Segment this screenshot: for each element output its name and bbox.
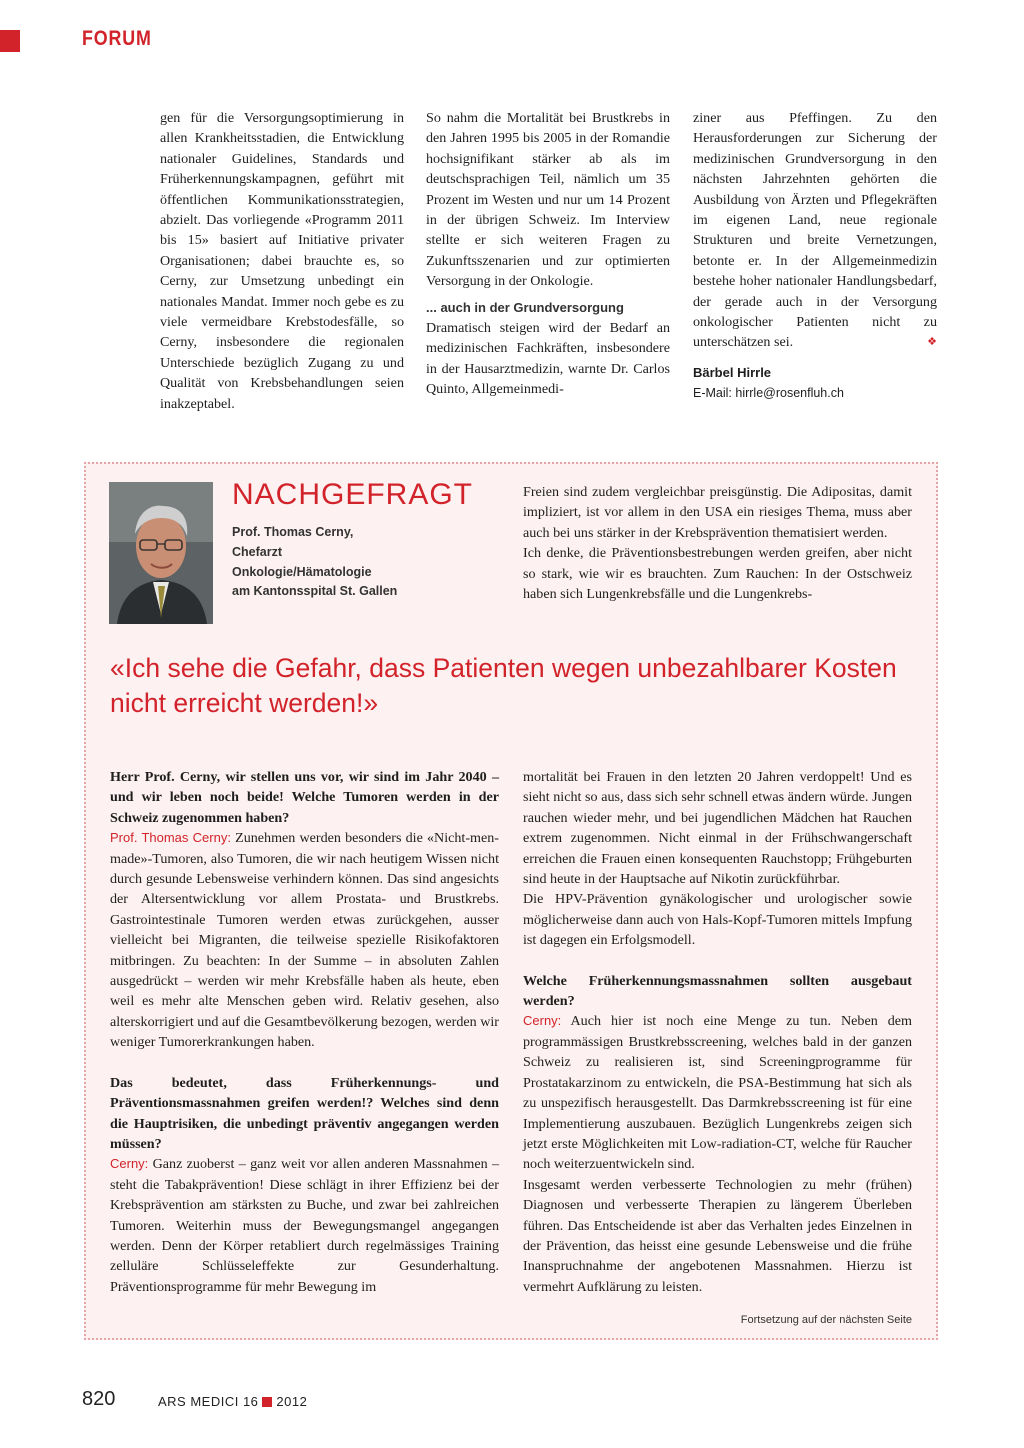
author-name: Bärbel Hirrle [693, 364, 772, 380]
interviewee-line: Prof. Thomas Cerny, [232, 525, 354, 539]
end-mark-icon: ❖ [927, 336, 937, 349]
interview-answer [110, 828, 499, 1052]
article-column-3 [693, 108, 937, 404]
article-column-2 [426, 108, 670, 400]
footer-square-icon [262, 1397, 272, 1407]
page-number: 820 [82, 1388, 116, 1410]
speaker-label: Cerny: [110, 1156, 149, 1172]
magazine-footer [158, 1394, 307, 1409]
article-paragraph-text: ziner aus Pfeffingen. Zu den Herausforderungen zur Sicherung der medizinischen Grundversorgung in den nächsten Jahrzehnten gehörten die Ausbildung von Ärzten und Pflegekräften im eigenen Land, neue regionale Strukturen und breite Vernetzungen, betonte er. In der Allgemeinmedizin bestehe hoher nationaler Handlungsbedarf, der gerade auch in der Versorgung onkologischer Patienten nicht zu unterschätzen sei. [693, 110, 937, 351]
article-subheading: ... auch in der Grundversorgung [426, 299, 624, 315]
portrait-image [109, 482, 213, 624]
answer-text: Auch hier ist noch eine Menge zu tun. Neben dem programmässigen Brustkrebsscreening, welches bald in der ganzen Schweiz zu realisieren ist, sind Screeningprogramme für Prostatakarzinom zu entwickeln, die PSA-Bestimmung hat sich als zu unspezifisch herausgestellt. Das Darmkrebsscreening ist für eine Implementierung auszubauen. Bezüglich Lungenkrebs zeigen sich jetzt erste Möglichkeiten mit Low-radiation-CT, welche für Raucher noch weiterzuentwickeln sind. [523, 1013, 912, 1173]
interview-question: Welche Früherkennungsmassnahmen sollten ausgebaut werden? [523, 972, 912, 1010]
box-title: NACHGEFRAGT [232, 478, 474, 511]
interview-answer: Insgesamt werden verbesserte Technologien zu mehr (frühen) Diagnosen und verbesserte Therapien zu längerem Überleben führen. Das Entscheidende ist aber das Verhalten jedes Einzelnen in der Prävention, das heisst eine gesunde Lebensweise und die frühe Inanspruchnahme der angebotenen Massnahmen. Hierzu ist vermehrt Aufklärung zu leisten. [523, 1176, 912, 1295]
section-label: FORUM [82, 27, 152, 50]
interview-answer: Die HPV-Prävention gynäkologischer und urologischer sowie möglicherweise dann auch von Hals-Kopf-Tumoren mittels Impfung ist dagegen ein Erfolgsmodell. [523, 891, 912, 949]
article-column-1 [160, 108, 404, 414]
interview-column-left [110, 767, 499, 1297]
interviewee-line: am Kantonsspital St. Gallen [232, 584, 398, 599]
answer-text: Zunehmen werden besonders die «Nicht-men-made»-Tumoren, also Tumoren, die wir nach heutigem Wissen nicht durch gesunde Lebensweise verhindern können. Das sind angesichts der Altersentwicklung vor allem Prostata- und Brustkrebs. Gastrointestinale Tumoren werden etwas zurückgehen, ausser vielleicht bei Migranten, die teilweise spezielle Risikofaktoren mitbringen. Zu beachten: In der Summe – in absoluten Zahlen ausgedrückt – werden wir mehr Krebsfälle haben als heute, eben weil es mehr alte Menschen geben wird. Relativ gesehen, also alterskorrigiert und auf die Gesamtbevölkerung bezogen, werden wir weniger Tumorerkrankungen haben. [110, 830, 500, 1051]
answer-text: Ganz zuoberst – ganz weit vor allen anderen Massnahmen – steht die Tabakprävention! Diese schlägt in ihrer Effizienz bei der Krebsprävention am stärksten zu Buche, und zwar bei zahlreichen Tumoren. Weiterhin muss der Bewegungsmangel angegangen werden. Denn der Körper retabliert durch regelmässiges Training zelluläre Schlüsseleffekte zur Gesunderhaltung. Präventionsprogramme für mehr Bewegung im [110, 1156, 499, 1295]
pull-quote: «Ich sehe die Gefahr, dass Patienten wegen unbezahlbarer Kosten nicht erreicht werden!» [110, 653, 897, 718]
box-intro-paragraph: Ich denke, die Präventionsbestrebungen werden greifen, aber nicht so stark, wie wir es brauchten. Zum Rauchen: In der Ostschweiz haben sich Lungenkrebsfälle und die Lungenkrebs- [523, 545, 912, 603]
box-intro-column [523, 482, 912, 604]
article-paragraph [693, 108, 937, 353]
continued-note: Fortsetzung auf der nächsten Seite [740, 1314, 912, 1326]
section-marker [0, 30, 20, 52]
interviewee-line: Onkologie/Hämatologie [232, 564, 372, 579]
box-intro-paragraph: Freien sind zudem vergleichbar preisgünstig. Die Adipositas, damit impliziert, ist vor allem in den USA ein riesiges Thema, muss aber auch bei uns stärker in der Krebsprävention thematisiert werden. [523, 484, 912, 541]
interview-question: Das bedeutet, dass Früherkennungs- und Präventionsmassnahmen greifen werden!? Welches sind denn die Hauptrisiken, die unbedingt präventiv angegangen werden müssen? [110, 1074, 499, 1152]
magazine-year: 2012 [276, 1394, 308, 1409]
article-paragraph: Dramatisch steigen wird der Bedarf an medizinischen Fachkräften, insbesondere in der Hausarztmedizin, warnte Dr. Carlos Quinto, Allgemeinmedi- [426, 320, 670, 398]
speaker-label: Cerny: [523, 1013, 562, 1029]
interview-answer: mortalität bei Frauen in den letzten 20 Jahren verdoppelt! Und es sieht nicht so aus, dass sich sehr schnell etwas ändern würde. Jungen rauchen wieder mehr, und bei jugendlichen Mädchen hat Rauchen extrem zugenommen. Nicht einmal in der Frühschwangerschaft erreichen die Frauen einen konsequenten Rauchstopp; Frühgeburten sind heute in der Hauptsache auf Nikotin zurückführbar. [523, 769, 912, 888]
magazine-name: ARS MEDICI 16 [158, 1394, 259, 1409]
article-paragraph: So nahm die Mortalität bei Brustkrebs in den Jahren 1995 bis 2005 in der Romandie hochsignifikant stärker ab als im deutschsprachigen Teil, nämlich um 35 Prozent im Westen und nur um 14 Prozent in der übrigen Schweiz. Im Interview stellte er sich weiteren Fragen zu Zukunftsszenarien und zur optimierten Versorgung in der Onkologie. [426, 110, 670, 290]
speaker-label: Prof. Thomas Cerny: [110, 830, 231, 846]
interview-answer [110, 1154, 499, 1297]
interview-column-right [523, 767, 912, 1297]
article-paragraph: gen für die Versorgungsoptimierung in allen Krankheitsstadien, die Entwicklung nationaler Guidelines, Standards und Früherkennungskampagnen, geführt mit öffentlichen Kommunikationsstrategien, abzielt. Das vorliegende «Programm 2011 bis 15» basiert auf Initiative privater Organisationen; dabei brauchte es, so Cerny, zur Umsetzung unbedingt ein nationales Mandat. Immer noch gebe es zu viele vermeidbare Krebstodesfälle, so Cerny, insbesondere die regionalen Unterschiede bezüglich Zugang zu und Qualität von Krebsbehandlungen seien inakzeptabel. [160, 110, 404, 412]
interviewee-line: Chefarzt [232, 544, 283, 559]
portrait-photo [109, 482, 213, 624]
interviewee-info [232, 523, 397, 602]
author-email: E-Mail: hirrle@rosenfluh.ch [693, 386, 844, 401]
interview-question: Herr Prof. Cerny, wir stellen uns vor, wir sind im Jahr 2040 – und wir leben noch beide! Welche Tumoren werden in der Schweiz zugenommen haben? [110, 769, 499, 826]
interview-answer [523, 1011, 912, 1174]
